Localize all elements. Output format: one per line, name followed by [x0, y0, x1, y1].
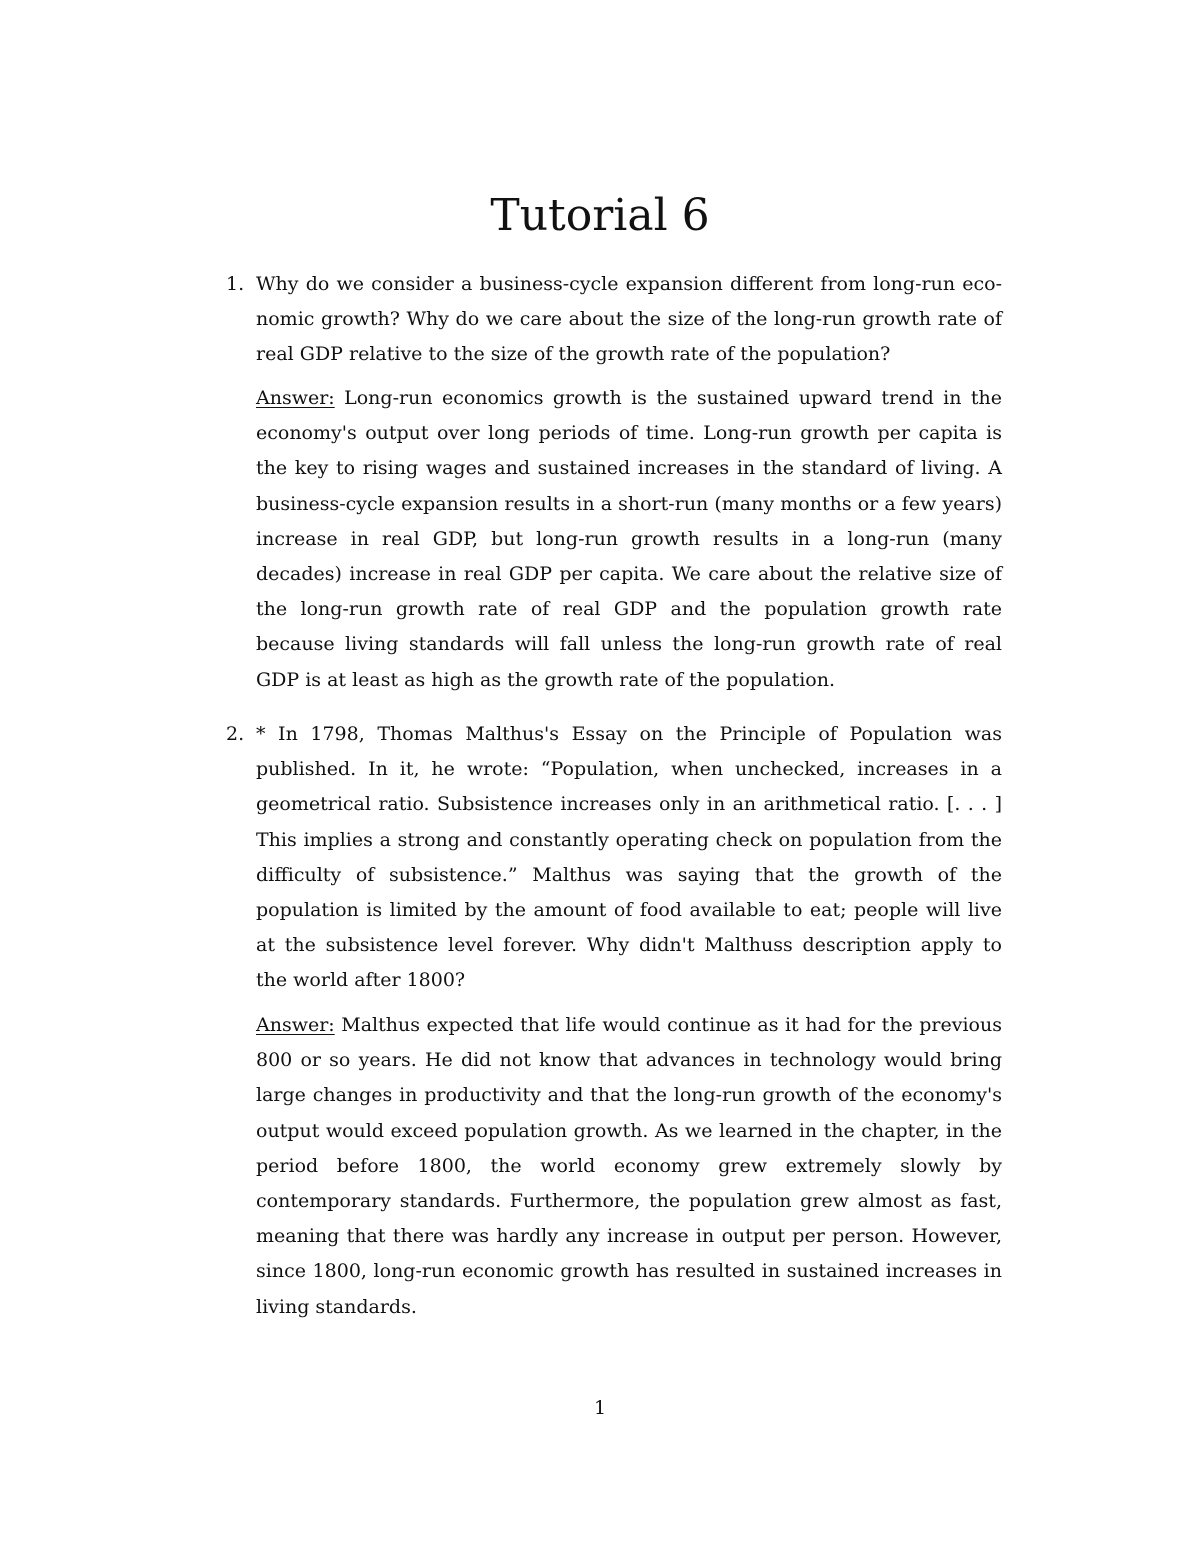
- page-number: 1: [593, 1397, 607, 1419]
- question-number: 2.: [226, 723, 245, 745]
- question-1: [226, 267, 1002, 373]
- question-text: * In 1798, Thomas Malthus's Essay on the Principle of Population was published. In it, he wrote: “Population, when unchecked, increases in a geometrical ratio. Subsistence increases only in an arithmetical ratio. [. . . ] This implies a strong and constantly operating check on population from the difficulty of subsistence.” Malthus was saying that the growth of the population is limited by the amount of food available to eat; people will live at the subsistence level forever. Why didn't Malthuss description apply to the world after 1800?: [256, 723, 1002, 992]
- answer-1: [256, 381, 1002, 698]
- answer-label: Answer:: [256, 1014, 335, 1036]
- answer-text: Malthus expected that life would continue as it had for the previous 800 or so years. He did not know that advances in technology would bring large changes in productivity and that the long-run growth of the economy's output would exceed population growth. As we learned in the chapter, in the period before 1800, the world economy grew extremely slowly by contemporary standards. Furthermore, the population grew almost as fast, meaning that there was hardly any increase in output per person. However, since 1800, long-run economic growth has resulted in sustained increases in living standards.: [256, 1014, 1002, 1318]
- question-number: 1.: [226, 273, 245, 295]
- answer-text: Long-run economics growth is the sustained upward trend in the economy's output over long periods of time. Long-run growth per capita is the key to rising wages and sustained increases in the standard of living. A business-cycle expansion results in a short-run (many months or a few years) increase in real GDP, but long-run growth results in a long-run (many decades) increase in real GDP per capita. We care about the relative size of the long-run growth rate of real GDP and the population growth rate because living standards will fall unless the long-run growth rate of real GDP is at least as high as the growth rate of the population.: [256, 387, 1002, 691]
- page-title: Tutorial 6: [490, 190, 710, 241]
- question-text: Why do we consider a business-cycle expansion different from long-run economic growth? Why do we care about the size of the long-run growth rate of real GDP relative to the size of the growth rate of the population?: [256, 273, 1002, 366]
- answer-label: Answer:: [256, 387, 335, 409]
- answer-2: [256, 1008, 1002, 1325]
- question-2: [226, 717, 1002, 999]
